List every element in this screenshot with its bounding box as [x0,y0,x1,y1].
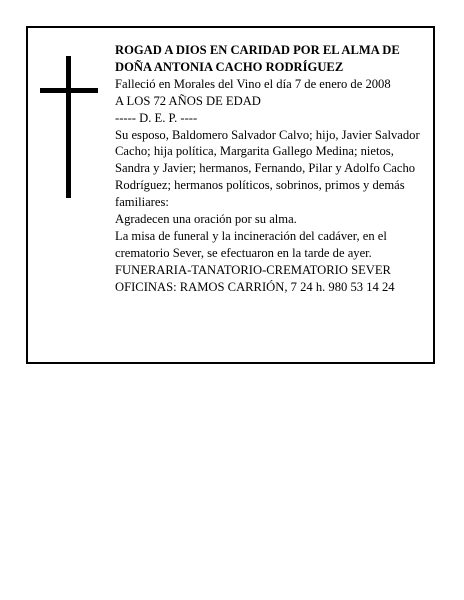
death-details: Falleció en Morales del Vino el día 7 de enero de 2008 [115,76,391,91]
age-line: A LOS 72 AÑOS DE EDAD [115,93,261,108]
funeral-home-offices: OFICINAS: RAMOS CARRIÓN, 7 24 h. 980 53 14 24 [115,279,395,294]
rip-line: ----- D. E. P. ---- [115,110,198,125]
prayer-request: Agradecen una oración por su alma. [115,212,297,227]
notice-text-block [115,42,431,296]
cross-vertical-bar [66,56,71,198]
notice-headline-prayer: ROGAD A DIOS EN CARIDAD POR EL ALMA DE [115,43,400,57]
obituary-notice [26,26,435,364]
family-list: Su esposo, Baldomero Salvador Calvo; hijo, Javier Salvador Cacho; hija política, Margarita Gallego Medina; nietos, Sandra y Javier; hermanos, Fernando, Pilar y Adolfo Cacho Rodríguez; hermanos políticos, sobrinos, primos y demás familiares: [115,127,420,210]
deceased-name: DOÑA ANTONIA CACHO RODRÍGUEZ [115,59,344,74]
cross-horizontal-bar [40,88,98,93]
cross-icon [40,56,98,198]
funeral-home-name: FUNERARIA-TANATORIO-CREMATORIO SEVER [115,262,391,277]
funeral-mass-info: La misa de funeral y la incineración del cadáver, en el crematorio Sever, se efectuaron en la tarde de ayer. [115,228,387,260]
